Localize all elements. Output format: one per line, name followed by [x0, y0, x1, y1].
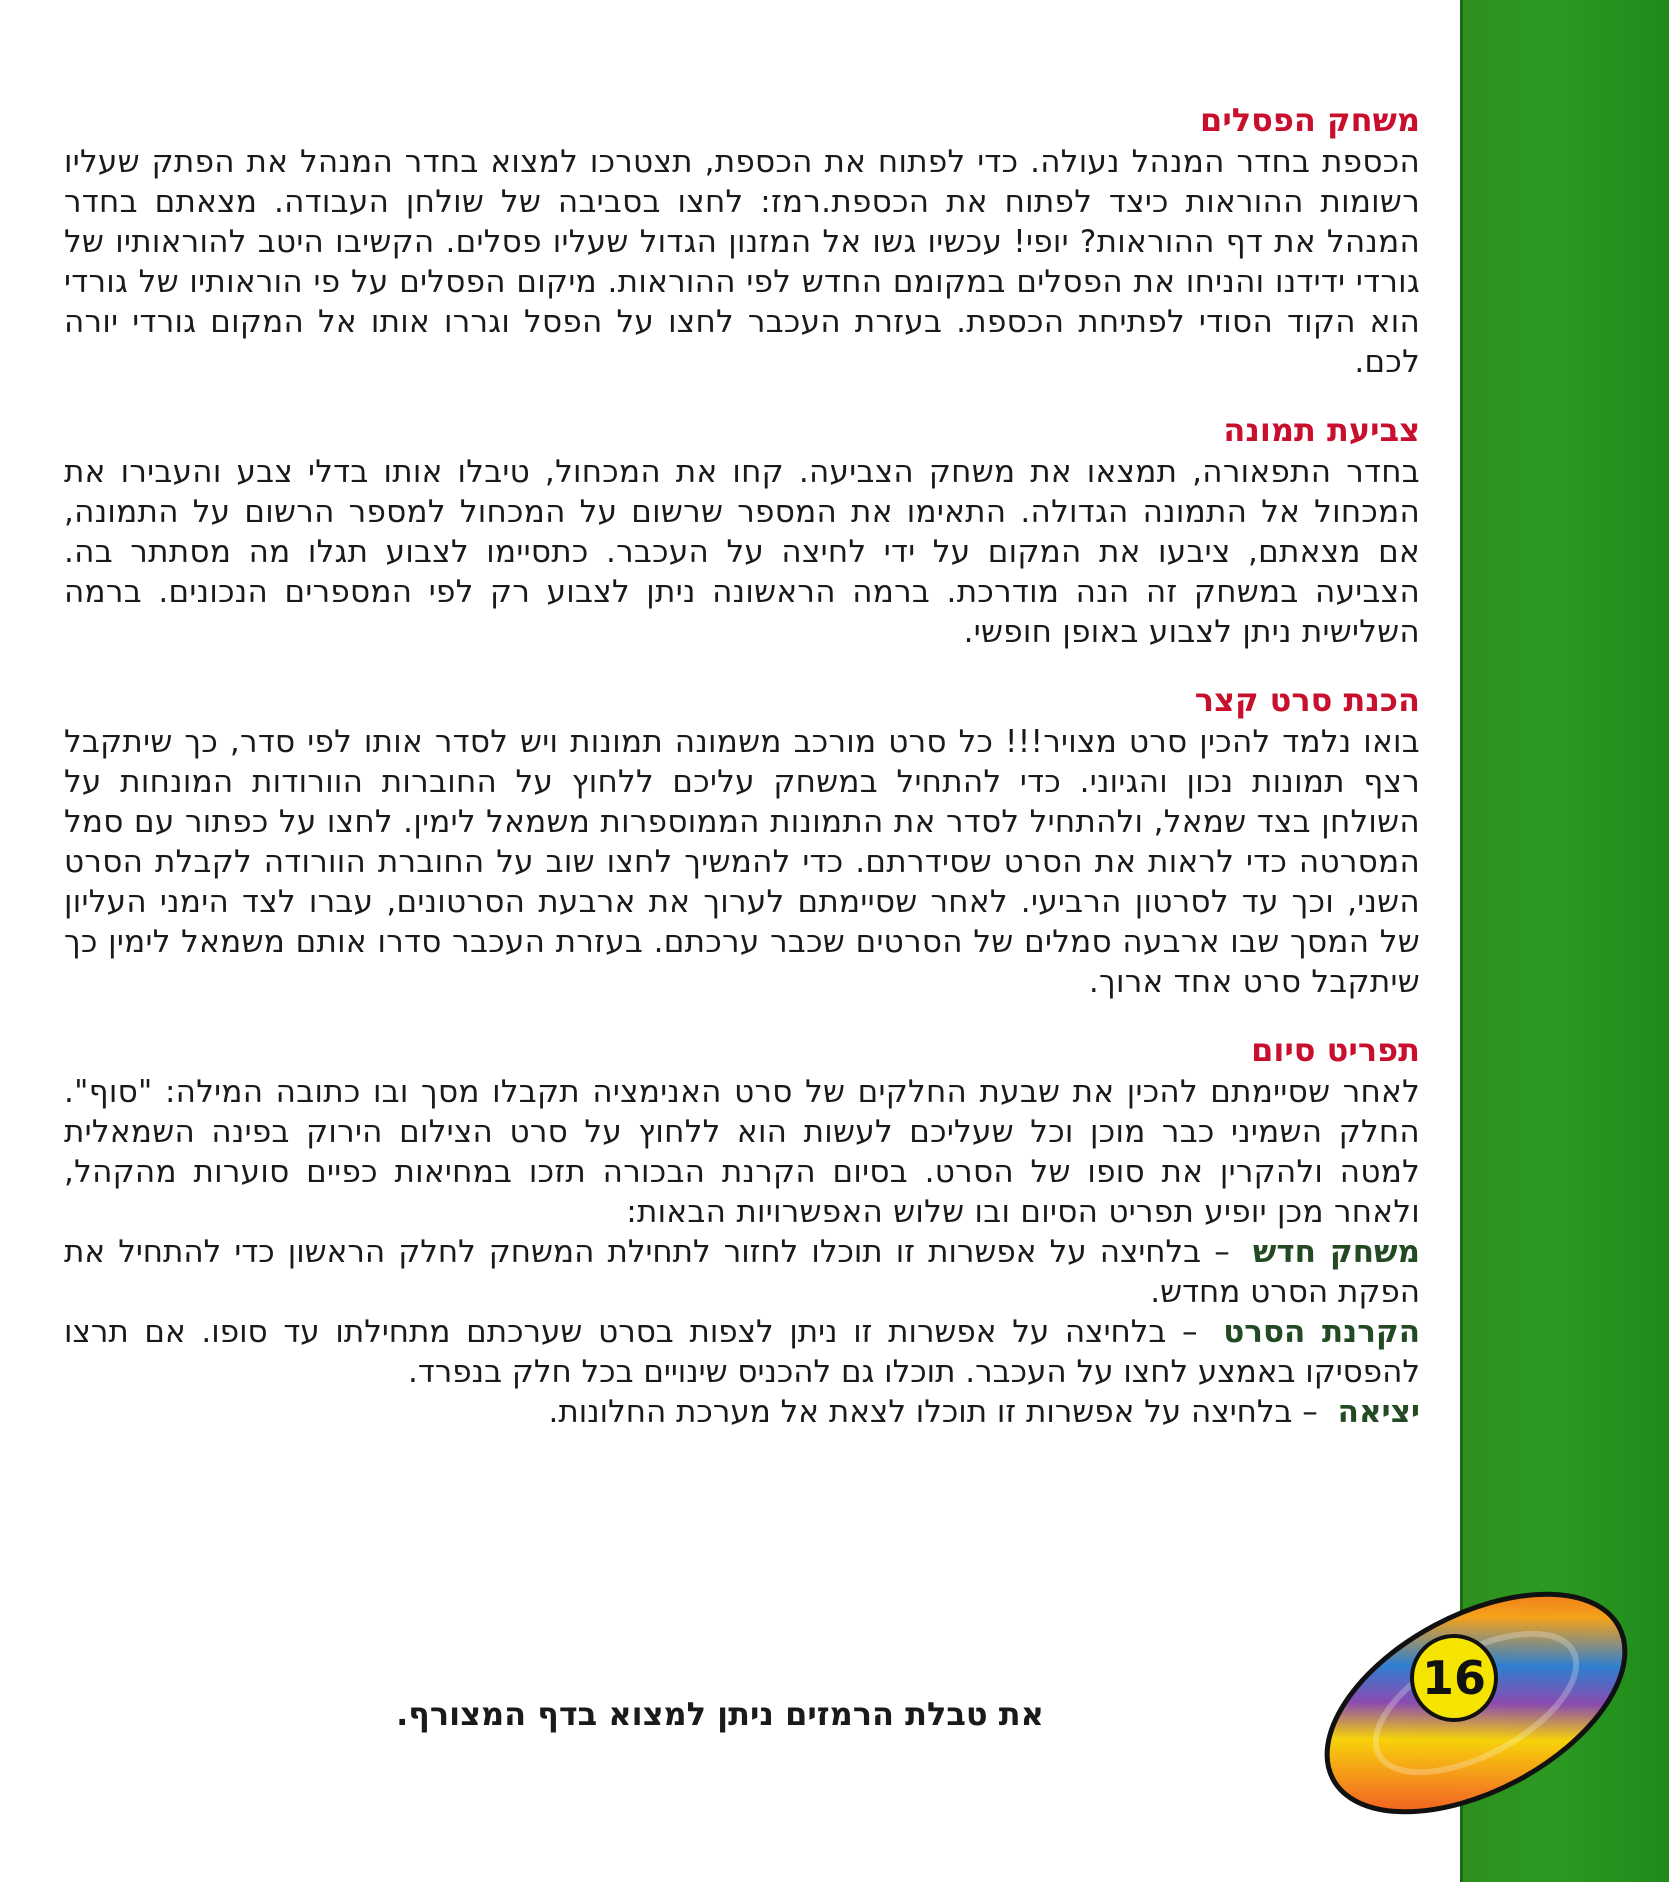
- option-term: הקרנת הסרט: [1223, 1314, 1420, 1350]
- page-number: 16: [1421, 1651, 1487, 1705]
- section-end-menu: [64, 1028, 1420, 1432]
- section-heading: צביעת תמונה: [1223, 411, 1420, 449]
- end-menu-options: [64, 1232, 1420, 1432]
- option-new-game: [64, 1232, 1420, 1312]
- section-heading: משחק הפסלים: [1200, 101, 1420, 139]
- section-short-film: [64, 678, 1420, 1002]
- cd-page-badge: [1312, 1588, 1640, 1818]
- section-heading: הכנת סרט קצר: [1194, 681, 1420, 719]
- section-text: בואו נלמד להכין סרט מצויר!!! כל סרט מורכב משמונה תמונות ויש לסדר אותו לפי סדר, כך שיתקבל רצף תמונות נכון והגיוני. כדי להתחיל במשחק עליכם ללחוץ על החוברות הוורודות המונחות על השולחן בצד שמאל, ולהתחיל לסדר את התמונות הממוספרות משמאל לימין. לחצו על כפתור עם סמל המסרטה כדי לראות את הסרט שסידרתם. כדי להמשיך לחצו שוב על החוברת הוורודה לקבלת הסרט השני, וכך עד לסרטון הרביעי. לאחר שסיימתם לערוך את ארבעת הסרטונים, עברו לצד הימני העליון של המסך שבו ארבעה סמלים של הסרטים שכבר ערכתם. בעזרת העכבר סדרו אותם משמאל לימין כך שיתקבל סרט אחד ארוך.: [64, 724, 1420, 1000]
- page-content: [64, 98, 1420, 1458]
- option-screen-film: [64, 1312, 1420, 1392]
- section-text: לאחר שסיימתם להכין את שבעת החלקים של סרט האנימציה תקבלו מסך ובו כתובה המילה: "סוף". החלק השמיני כבר מוכן וכל שעליכם לעשות הוא ללחוץ על סרט הצילום הירוק בפינה השמאלית למטה ולהקרין את סופו של הסרט. בסיום הקרנת הבכורה תזכו במחיאות כפיים סוערות מהקהל, ולאחר מכן יופיע תפריט הסיום ובו שלוש האפשרויות הבאות:: [64, 1074, 1420, 1230]
- option-desc: – בלחיצה על אפשרות זו תוכלו לחזור לתחילת המשחק לחלק הראשון כדי להתחיל את הפקת הסרט מחדש.: [64, 1234, 1420, 1310]
- option-term: יציאה: [1337, 1394, 1420, 1430]
- option-term: משחק חדש: [1252, 1234, 1420, 1270]
- section-painting: [64, 408, 1420, 652]
- section-sculpture-game: [64, 98, 1420, 382]
- hints-table-note: את טבלת הרמזים ניתן למצוא בדף המצורף.: [396, 1695, 1044, 1733]
- section-heading: תפריט סיום: [1251, 1031, 1420, 1069]
- option-exit: [64, 1392, 1420, 1432]
- section-text: בחדר התפאורה, תמצאו את משחק הצביעה. קחו את המכחול, טיבלו אותו בדלי צבע והעבירו את המכחול אל התמונה הגדולה. התאימו את המספר שרשום על המכחול למספר הרשום על התמונה, אם מצאתם, ציבעו את המקום על ידי לחיצה על העכבר. כתסיימו לצבוע תגלו מה מסתתר בה. הצביעה במשחק זה הנה מודרכת. ברמה הראשונה ניתן לצבוע רק לפי המספרים הנכונים. ברמה השלישית ניתן לצבוע באופן חופשי.: [64, 454, 1420, 650]
- option-desc: – בלחיצה על אפשרות זו תוכלו לצאת אל מערכת החלונות.: [548, 1394, 1318, 1430]
- option-desc: – בלחיצה על אפשרות זו ניתן לצפות בסרט שערכתם מתחילתו עד סופו. אם תרצו להפסיקו באמצע לחצו על העכבר. תוכלו גם להכניס שינויים בכל חלק בנפרד.: [64, 1314, 1420, 1390]
- cd-disc-icon: [1312, 1588, 1640, 1818]
- section-text: הכספת בחדר המנהל נעולה. כדי לפתוח את הכספת, תצטרכו למצוא בחדר המנהל את הפתק שעליו רשומות ההוראות כיצד לפתוח את הכספת.רמז: לחצו בסביבה של שולחן העבודה. מצאתם בחדר המנהל את דף ההוראות? יופי! עכשיו גשו אל המזנון הגדול שעליו פסלים. הקשיבו היטב להוראותיו של גורדי ידידנו והניחו את הפסלים במקומם החדש לפי ההוראות. מיקום הפסלים על פי הוראותיו של גורדי הוא הקוד הסודי לפתיחת הכספת. בעזרת העכבר לחצו על הפסל וגררו אותו אל המקום גורדי יורה לכם.: [64, 144, 1420, 380]
